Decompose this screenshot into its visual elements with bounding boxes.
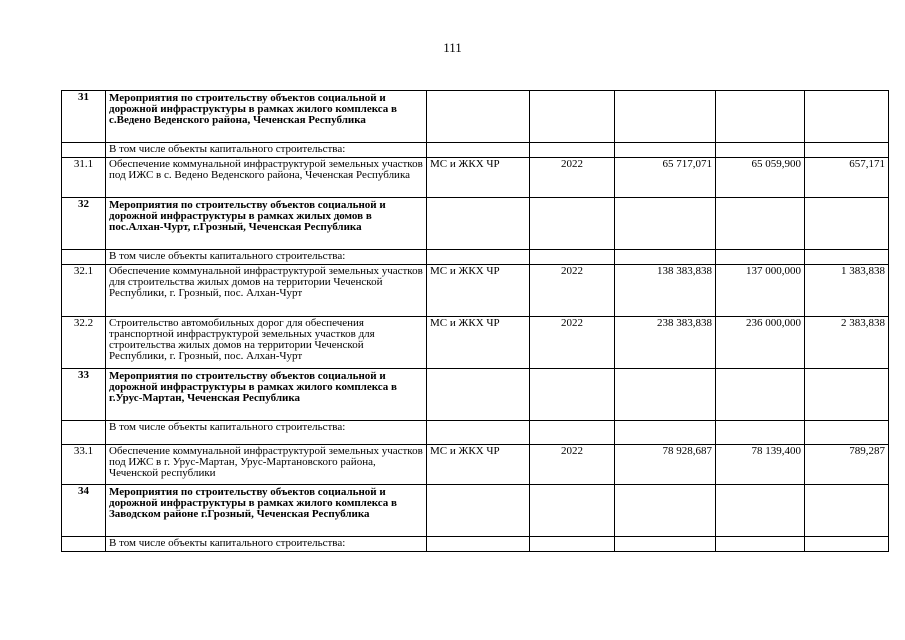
row-regional: 657,171 — [805, 158, 889, 198]
row-title: Мероприятия по строительству объектов социальной и дорожной инфраструктуры в рамках жилого комплекса в г.Урус-Мартан, Чеченская Республика — [106, 369, 427, 421]
row-regional: 2 383,838 — [805, 317, 889, 369]
row-number: 34 — [62, 485, 106, 537]
table-row-section — [62, 198, 889, 250]
row-year: 2022 — [530, 265, 615, 317]
row-federal: 65 059,900 — [716, 158, 805, 198]
row-regional — [805, 91, 889, 143]
row-year — [530, 198, 615, 250]
row-year — [530, 91, 615, 143]
row-number: 31.1 — [62, 158, 106, 198]
row-number: 32.1 — [62, 265, 106, 317]
row-total — [615, 369, 716, 421]
row-total — [615, 91, 716, 143]
row-executor: МС и ЖКХ ЧР — [427, 265, 530, 317]
row-year — [530, 537, 615, 552]
row-regional — [805, 369, 889, 421]
row-total — [615, 143, 716, 158]
table-body — [62, 91, 889, 552]
row-number: 33.1 — [62, 445, 106, 485]
row-year — [530, 485, 615, 537]
table-row-item — [62, 158, 889, 198]
table-row-section — [62, 91, 889, 143]
row-federal — [716, 421, 805, 445]
row-number: 32.2 — [62, 317, 106, 369]
page-number: 111 — [443, 40, 462, 55]
row-number — [62, 143, 106, 158]
row-total: 138 383,838 — [615, 265, 716, 317]
row-title: В том числе объекты капитального строительства: — [106, 250, 427, 265]
program-table — [61, 90, 889, 552]
row-year — [530, 369, 615, 421]
row-total: 238 383,838 — [615, 317, 716, 369]
row-number: 31 — [62, 91, 106, 143]
row-executor: МС и ЖКХ ЧР — [427, 445, 530, 485]
row-executor — [427, 143, 530, 158]
row-regional — [805, 250, 889, 265]
row-federal — [716, 250, 805, 265]
row-federal: 78 139,400 — [716, 445, 805, 485]
row-year — [530, 143, 615, 158]
row-year: 2022 — [530, 445, 615, 485]
row-federal — [716, 485, 805, 537]
row-executor — [427, 198, 530, 250]
row-executor — [427, 250, 530, 265]
table-row-item — [62, 445, 889, 485]
row-federal — [716, 537, 805, 552]
row-regional — [805, 537, 889, 552]
table-row-section — [62, 369, 889, 421]
row-total — [615, 421, 716, 445]
row-executor — [427, 537, 530, 552]
table-row-section — [62, 485, 889, 537]
table-row-item — [62, 317, 889, 369]
row-year — [530, 421, 615, 445]
table-row-note — [62, 537, 889, 552]
row-regional: 789,287 — [805, 445, 889, 485]
row-federal — [716, 143, 805, 158]
row-title: Обеспечение коммунальной инфраструктурой земельных участков под ИЖС в г. Урус-Мартан, Урус-Мартановского района, Чеченской республики — [106, 445, 427, 485]
row-number — [62, 537, 106, 552]
row-title: Обеспечение коммунальной инфраструктурой земельных участков для строительства жилых домов на территории Чеченской Республики, г. Грозный, пос. Алхан-Чурт — [106, 265, 427, 317]
row-title: Мероприятия по строительству объектов социальной и дорожной инфраструктуры в рамках жилого комплекса в с.Ведено Веденского района, Чеченская Республика — [106, 91, 427, 143]
row-number — [62, 421, 106, 445]
row-total: 78 928,687 — [615, 445, 716, 485]
row-federal: 137 000,000 — [716, 265, 805, 317]
row-title: Обеспечение коммунальной инфраструктурой земельных участков под ИЖС в с. Ведено Веденского района, Чеченская Республика — [106, 158, 427, 198]
table-row-note — [62, 421, 889, 445]
row-title: В том числе объекты капитального строительства: — [106, 537, 427, 552]
row-total — [615, 198, 716, 250]
row-total — [615, 250, 716, 265]
row-title: В том числе объекты капитального строительства: — [106, 143, 427, 158]
table-row-item — [62, 265, 889, 317]
table-row-note — [62, 143, 889, 158]
row-title: Строительство автомобильных дорог для обеспечения транспортной инфраструктурой земельных участков для строительства жилых домов на территории Чеченской Республики, г. Грозный, пос. Алхан-Чурт — [106, 317, 427, 369]
row-federal — [716, 198, 805, 250]
row-federal — [716, 91, 805, 143]
row-total — [615, 537, 716, 552]
row-regional — [805, 421, 889, 445]
row-regional — [805, 485, 889, 537]
row-executor — [427, 91, 530, 143]
row-executor — [427, 369, 530, 421]
row-executor — [427, 421, 530, 445]
row-regional — [805, 143, 889, 158]
row-year: 2022 — [530, 317, 615, 369]
row-total: 65 717,071 — [615, 158, 716, 198]
row-regional — [805, 198, 889, 250]
table-row-note — [62, 250, 889, 265]
row-year — [530, 250, 615, 265]
row-federal: 236 000,000 — [716, 317, 805, 369]
row-title: Мероприятия по строительству объектов социальной и дорожной инфраструктуры в рамках жилых домов в пос.Алхан-Чурт, г.Грозный, Чеченская Республика — [106, 198, 427, 250]
row-number — [62, 250, 106, 265]
row-number: 32 — [62, 198, 106, 250]
row-executor — [427, 485, 530, 537]
row-total — [615, 485, 716, 537]
row-executor: МС и ЖКХ ЧР — [427, 317, 530, 369]
row-regional: 1 383,838 — [805, 265, 889, 317]
row-number: 33 — [62, 369, 106, 421]
row-executor: МС и ЖКХ ЧР — [427, 158, 530, 198]
row-federal — [716, 369, 805, 421]
row-year: 2022 — [530, 158, 615, 198]
row-title: В том числе объекты капитального строительства: — [106, 421, 427, 445]
row-title: Мероприятия по строительству объектов социальной и дорожной инфраструктуры в рамках жилого комплекса в Заводском районе г.Грозный, Чеченская Республика — [106, 485, 427, 537]
